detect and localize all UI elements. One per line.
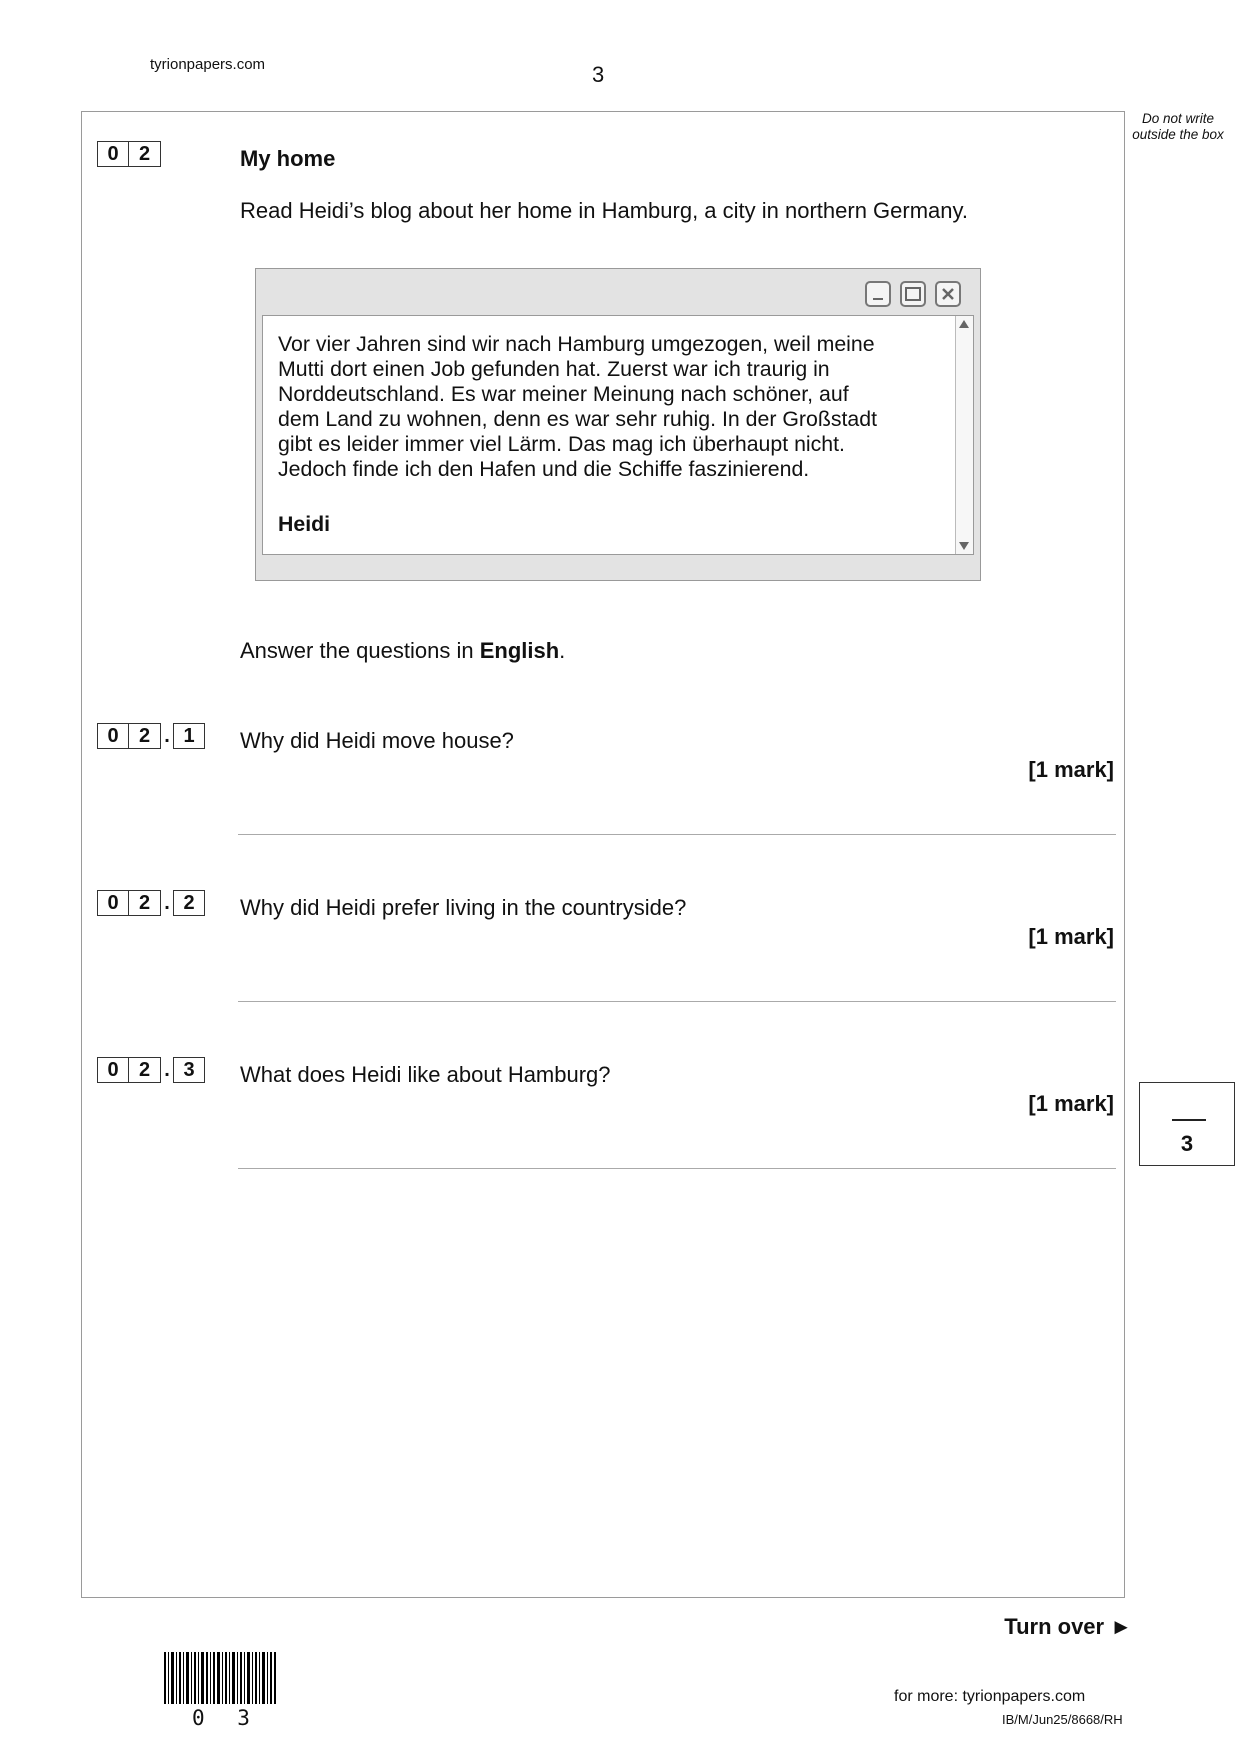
subquestion-number bbox=[97, 1057, 205, 1083]
barcode-number: 0 3 bbox=[192, 1706, 260, 1730]
question-digit: 0 bbox=[97, 723, 129, 749]
blog-line: Jedoch finde ich den Hafen und die Schiffe faszinierend. bbox=[278, 457, 810, 481]
question-title: My home bbox=[240, 146, 336, 171]
page-number: 3 bbox=[592, 62, 605, 87]
answer-line[interactable] bbox=[238, 1168, 1116, 1169]
instruction: Answer the questions in English. bbox=[240, 638, 566, 663]
question-digit: 2 bbox=[129, 723, 161, 749]
mark-label: [1 mark] bbox=[1028, 1091, 1114, 1116]
subquestion-text: Why did Heidi prefer living in the countryside? bbox=[240, 895, 687, 920]
subquestion-separator: . bbox=[164, 725, 170, 747]
scroll-up-icon[interactable] bbox=[959, 320, 969, 328]
question-digit: 2 bbox=[129, 1057, 161, 1083]
site-name: tyrionpapers.com bbox=[150, 56, 266, 73]
answer-line[interactable] bbox=[238, 1001, 1116, 1002]
paper-reference: IB/M/Jun25/8668/RH bbox=[1002, 1712, 1123, 1727]
blog-content bbox=[262, 315, 974, 555]
maximize-icon[interactable] bbox=[900, 281, 926, 307]
scrollbar[interactable] bbox=[955, 316, 973, 554]
blog-line: gibt es leider immer viel Lärm. Das mag ich überhaupt nicht. bbox=[278, 432, 845, 456]
turn-over: Turn over ► bbox=[1004, 1614, 1132, 1639]
blog-line: Vor vier Jahren sind wir nach Hamburg umgezogen, weil meine bbox=[278, 332, 875, 356]
mark-label: [1 mark] bbox=[1028, 757, 1114, 782]
subquestion-text: What does Heidi like about Hamburg? bbox=[240, 1062, 611, 1087]
subquestion-number bbox=[97, 723, 205, 749]
footer-more: for more: tyrionpapers.com bbox=[894, 1688, 1086, 1705]
question-number bbox=[97, 141, 161, 167]
minimize-icon[interactable] bbox=[865, 281, 891, 307]
barcode bbox=[164, 1652, 278, 1708]
mark-label: [1 mark] bbox=[1028, 924, 1114, 949]
blog-line: dem Land zu wohnen, denn es war sehr ruhig. In der Großstadt bbox=[278, 407, 878, 431]
question-intro: Read Heidi’s blog about her home in Hamburg, a city in northern Germany. bbox=[240, 198, 969, 223]
scroll-down-icon[interactable] bbox=[959, 542, 969, 550]
blog-line: Mutti dort einen Job gefunden hat. Zuerst war ich traurig in bbox=[278, 357, 830, 381]
question-digit: 0 bbox=[97, 890, 129, 916]
margin-note: Do not write outside the box bbox=[1132, 111, 1224, 142]
marks-tally-box bbox=[1139, 1082, 1235, 1166]
question-digit: 0 bbox=[97, 1057, 129, 1083]
close-icon[interactable] bbox=[935, 281, 961, 307]
subquestion-number bbox=[97, 890, 205, 916]
subquestion-digit: 2 bbox=[173, 890, 205, 916]
question-digit: 2 bbox=[129, 890, 161, 916]
blog-line: Norddeutschland. Es war meiner Meinung nach schöner, auf bbox=[278, 382, 849, 406]
tally-line bbox=[1172, 1119, 1206, 1121]
blog-text bbox=[278, 332, 938, 482]
subquestion-separator: . bbox=[164, 892, 170, 914]
answer-line[interactable] bbox=[238, 834, 1116, 835]
tally-total: 3 bbox=[1180, 1131, 1194, 1156]
blog-window bbox=[255, 268, 981, 581]
subquestion-digit: 3 bbox=[173, 1057, 205, 1083]
subquestion-text: Why did Heidi move house? bbox=[240, 728, 514, 753]
blog-signature: Heidi bbox=[278, 512, 331, 536]
question-digit: 2 bbox=[129, 141, 161, 167]
question-digit: 0 bbox=[97, 141, 129, 167]
instruction-language: English bbox=[479, 638, 560, 663]
subquestion-separator: . bbox=[164, 1059, 170, 1081]
subquestion-digit: 1 bbox=[173, 723, 205, 749]
